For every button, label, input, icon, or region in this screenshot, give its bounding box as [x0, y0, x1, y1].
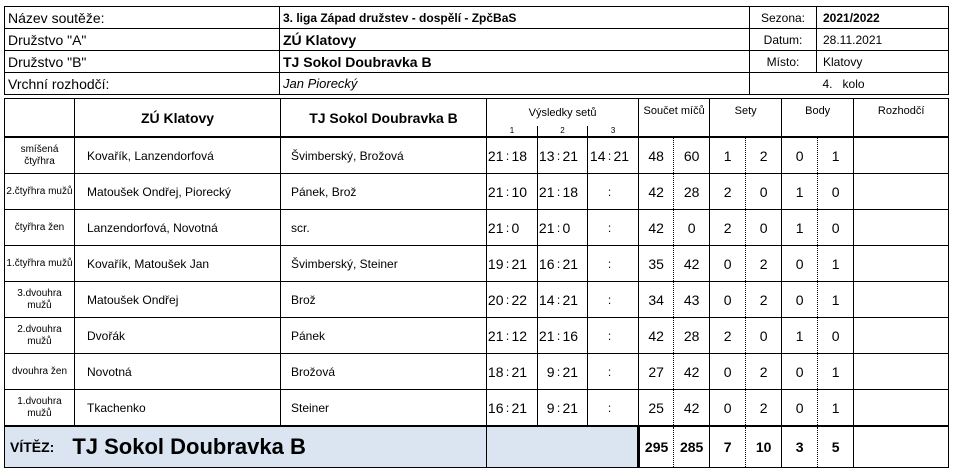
- sets-b: 2: [746, 390, 782, 427]
- match-category: čtyřhra žen: [5, 210, 75, 246]
- set2-score-b: 16: [562, 318, 588, 354]
- matches-table: [4, 98, 949, 468]
- season-value: 2021/2022: [817, 7, 949, 29]
- points-header: Body: [782, 99, 854, 138]
- match-referee: [854, 137, 949, 174]
- total-balls-b: 285: [674, 426, 710, 468]
- set2-colon: :: [556, 210, 562, 246]
- set2-score-a: 21: [538, 210, 556, 246]
- total-balls-a: 295: [639, 426, 674, 468]
- sets-b: 2: [746, 354, 782, 390]
- match-team-b-players: Švimberský, Steiner: [281, 246, 487, 282]
- sets-a: 0: [710, 354, 746, 390]
- set2-score-a: 21: [538, 174, 556, 210]
- balls-a: 48: [639, 137, 674, 174]
- match-referee: [854, 354, 949, 390]
- total-sets-a: 7: [710, 426, 746, 468]
- set1-score-a: 18: [487, 354, 505, 390]
- match-category: 1.dvouhra mužů: [5, 390, 75, 427]
- competition-label: Název soutěže:: [5, 7, 280, 29]
- round-number-cell: [750, 73, 817, 95]
- place-value: Klatovy: [817, 51, 949, 73]
- set1-colon: :: [505, 210, 511, 246]
- set2-score-b: 21: [562, 282, 588, 318]
- competition-value: 3. liga Západ družstev - dospělí - ZpčBaS: [280, 7, 750, 29]
- total-points-a: 3: [782, 426, 818, 468]
- set2-score-a: 13: [538, 137, 556, 174]
- total-sets-b: 10: [746, 426, 782, 468]
- set2-score-b: 0: [562, 210, 588, 246]
- set3-score-b: [613, 390, 639, 427]
- balls-a: 42: [639, 318, 674, 354]
- set3-colon: :: [607, 318, 613, 354]
- sets-b: 2: [746, 137, 782, 174]
- match-team-b-players: Brožová: [281, 354, 487, 390]
- balls-b: 42: [674, 390, 710, 427]
- match-row: [5, 210, 949, 246]
- match-team-b-players: scr.: [281, 210, 487, 246]
- points-a: 1: [782, 174, 818, 210]
- date-value: 28.11.2021: [817, 29, 949, 51]
- place-label: Místo:: [750, 51, 817, 73]
- set2-colon: :: [556, 318, 562, 354]
- balls-b: 28: [674, 318, 710, 354]
- set1-colon: :: [505, 137, 511, 174]
- set2-colon: :: [556, 282, 562, 318]
- match-row: [5, 282, 949, 318]
- set3-colon: :: [607, 137, 613, 174]
- balls-b: 60: [674, 137, 710, 174]
- set3-colon: :: [607, 174, 613, 210]
- match-category: 2.dvouhra mužů: [5, 318, 75, 354]
- match-team-a-players: Lanzendorfová, Novotná: [75, 210, 281, 246]
- sets-a: 2: [710, 210, 746, 246]
- set1-score-b: 21: [511, 246, 538, 282]
- set1-score-b: 10: [511, 174, 538, 210]
- balls-b: 42: [674, 246, 710, 282]
- sets-b: 0: [746, 318, 782, 354]
- set1-score-b: 12: [511, 318, 538, 354]
- balls-a: 27: [639, 354, 674, 390]
- set2-score-b: 21: [562, 354, 588, 390]
- points-b: 1: [818, 246, 854, 282]
- match-referee: [854, 210, 949, 246]
- match-category: 3.dvouhra mužů: [5, 282, 75, 318]
- match-referee: [854, 318, 949, 354]
- match-referee: [854, 174, 949, 210]
- balls-b: 28: [674, 174, 710, 210]
- set3-score-a: [588, 318, 607, 354]
- match-row: [5, 390, 949, 427]
- points-b: 0: [818, 318, 854, 354]
- set3-score-a: 14: [588, 137, 607, 174]
- set1-score-a: 21: [487, 210, 505, 246]
- set3-score-a: [588, 354, 607, 390]
- balls-a: 25: [639, 390, 674, 427]
- set1-score-a: 21: [487, 318, 505, 354]
- match-team-b-players: Brož: [281, 282, 487, 318]
- winner-row: [5, 426, 949, 468]
- set1-score-a: 16: [487, 390, 505, 427]
- set2-header: 2: [538, 126, 588, 137]
- set2-score-b: 21: [562, 137, 588, 174]
- team-b-header: TJ Sokol Doubravka B: [281, 99, 487, 138]
- set3-colon: :: [607, 390, 613, 427]
- points-a: 0: [782, 246, 818, 282]
- winner-name: TJ Sokol Doubravka B: [72, 434, 306, 459]
- set1-score-a: 19: [487, 246, 505, 282]
- set3-score-b: [613, 174, 639, 210]
- set3-colon: :: [607, 282, 613, 318]
- set3-colon: :: [607, 210, 613, 246]
- winner-label: VÍTĚZ:: [10, 439, 55, 455]
- team-a-value: ZÚ Klatovy: [280, 29, 750, 51]
- date-label: Datum:: [750, 29, 817, 51]
- set1-score-a: 21: [487, 174, 505, 210]
- set3-score-a: [588, 210, 607, 246]
- points-a: 0: [782, 390, 818, 427]
- match-row: [5, 354, 949, 390]
- set1-colon: :: [505, 318, 511, 354]
- set3-header: 3: [588, 126, 639, 137]
- column-header-row: [5, 99, 949, 127]
- set1-colon: :: [505, 174, 511, 210]
- set2-score-a: 14: [538, 282, 556, 318]
- sets-a: 2: [710, 318, 746, 354]
- balls-a: 42: [639, 210, 674, 246]
- match-rows: [5, 137, 949, 426]
- points-b: 0: [818, 210, 854, 246]
- match-row: [5, 174, 949, 210]
- points-b: 1: [818, 282, 854, 318]
- balls-b: 42: [674, 354, 710, 390]
- match-team-a-players: Dvořák: [75, 318, 281, 354]
- match-team-b-players: Pánek: [281, 318, 487, 354]
- match-team-a-players: Kovařík, Matoušek Jan: [75, 246, 281, 282]
- points-a: 1: [782, 210, 818, 246]
- set1-score-b: 18: [511, 137, 538, 174]
- set2-score-a: 16: [538, 246, 556, 282]
- set3-score-a: [588, 282, 607, 318]
- match-team-b-players: Pánek, Brož: [281, 174, 487, 210]
- set1-score-b: 0: [511, 210, 538, 246]
- set2-colon: :: [556, 137, 562, 174]
- set2-score-b: 18: [562, 174, 588, 210]
- set1-score-b: 22: [511, 282, 538, 318]
- set2-score-a: 9: [538, 390, 556, 427]
- points-b: 1: [818, 390, 854, 427]
- match-team-a-players: Kovařík, Lanzendorfová: [75, 137, 281, 174]
- set1-score-b: 21: [511, 390, 538, 427]
- set3-score-a: [588, 390, 607, 427]
- sets-a: 2: [710, 174, 746, 210]
- match-team-a-players: Matoušek Ondřej: [75, 282, 281, 318]
- balls-b: 0: [674, 210, 710, 246]
- referee-label: Vrchní rozhodčí:: [5, 73, 280, 95]
- balls-a: 42: [639, 174, 674, 210]
- match-team-a-players: Matoušek Ondřej, Piorecký: [75, 174, 281, 210]
- set3-colon: :: [607, 354, 613, 390]
- points-a: 1: [782, 318, 818, 354]
- category-header: [5, 99, 75, 138]
- match-row: [5, 318, 949, 354]
- match-team-a-players: Tkachenko: [75, 390, 281, 427]
- sets-a: 0: [710, 390, 746, 427]
- sets-b: 2: [746, 246, 782, 282]
- match-category: dvouhra žen: [5, 354, 75, 390]
- match-referee: [854, 246, 949, 282]
- sets-a: 1: [710, 137, 746, 174]
- winner-referee-cell: [854, 426, 949, 468]
- match-category: 2.čtyřhra mužů: [5, 174, 75, 210]
- set3-score-a: [588, 174, 607, 210]
- points-b: 1: [818, 137, 854, 174]
- set1-score-a: 21: [487, 137, 505, 174]
- set3-colon: :: [607, 246, 613, 282]
- match-team-a-players: Novotná: [75, 354, 281, 390]
- set1-colon: :: [505, 246, 511, 282]
- set2-colon: :: [556, 354, 562, 390]
- sets-a: 0: [710, 246, 746, 282]
- total-points-b: 5: [818, 426, 854, 468]
- sets-b: 0: [746, 174, 782, 210]
- set2-colon: :: [556, 390, 562, 427]
- team-a-label: Družstvo "A": [5, 29, 280, 51]
- header-table: [4, 6, 949, 95]
- match-category: smíšená čtyřhra: [5, 137, 75, 174]
- sets-a: 0: [710, 282, 746, 318]
- team-b-label: Družstvo "B": [5, 51, 280, 73]
- match-referee: [854, 282, 949, 318]
- balls-a: 35: [639, 246, 674, 282]
- set3-score-b: [613, 210, 639, 246]
- winner-blank: [487, 426, 639, 468]
- set3-score-b: [613, 282, 639, 318]
- round-number: 4.: [822, 76, 833, 91]
- balls-a: 34: [639, 282, 674, 318]
- set3-score-b: [613, 354, 639, 390]
- set2-score-a: 21: [538, 318, 556, 354]
- points-a: 0: [782, 137, 818, 174]
- points-a: 0: [782, 354, 818, 390]
- match-row: [5, 137, 949, 174]
- points-b: 1: [818, 354, 854, 390]
- round-label: kolo: [842, 76, 865, 91]
- round-cell: [817, 73, 949, 95]
- sets-header: Sety: [710, 99, 782, 138]
- points-sum-header: Součet míčů: [639, 99, 710, 138]
- referee-header: Rozhodčí: [854, 99, 949, 138]
- team-b-value: TJ Sokol Doubravka B: [280, 51, 750, 73]
- match-team-b-players: Steiner: [281, 390, 487, 427]
- set2-score-a: 9: [538, 354, 556, 390]
- match-row: [5, 246, 949, 282]
- set3-score-b: [613, 246, 639, 282]
- sets-b: 2: [746, 282, 782, 318]
- set2-colon: :: [556, 174, 562, 210]
- match-referee: [854, 390, 949, 427]
- points-a: 0: [782, 282, 818, 318]
- set3-score-b: 21: [613, 137, 639, 174]
- set2-colon: :: [556, 246, 562, 282]
- set1-colon: :: [505, 282, 511, 318]
- match-team-b-players: Švimberský, Brožová: [281, 137, 487, 174]
- set-results-header: Výsledky setů: [487, 99, 639, 127]
- set1-colon: :: [505, 354, 511, 390]
- winner-cell: [5, 426, 487, 468]
- set1-colon: :: [505, 390, 511, 427]
- balls-b: 43: [674, 282, 710, 318]
- sets-b: 0: [746, 210, 782, 246]
- set3-score-a: [588, 246, 607, 282]
- points-b: 0: [818, 174, 854, 210]
- team-a-header: ZÚ Klatovy: [75, 99, 281, 138]
- set2-score-b: 21: [562, 246, 588, 282]
- set1-header: 1: [487, 126, 538, 137]
- set1-score-b: 21: [511, 354, 538, 390]
- referee-value: Jan Piorecký: [280, 73, 750, 95]
- set2-score-b: 21: [562, 390, 588, 427]
- match-category: 1.čtyřhra mužů: [5, 246, 75, 282]
- set1-score-a: 20: [487, 282, 505, 318]
- season-label: Sezona:: [750, 7, 817, 29]
- set3-score-b: [613, 318, 639, 354]
